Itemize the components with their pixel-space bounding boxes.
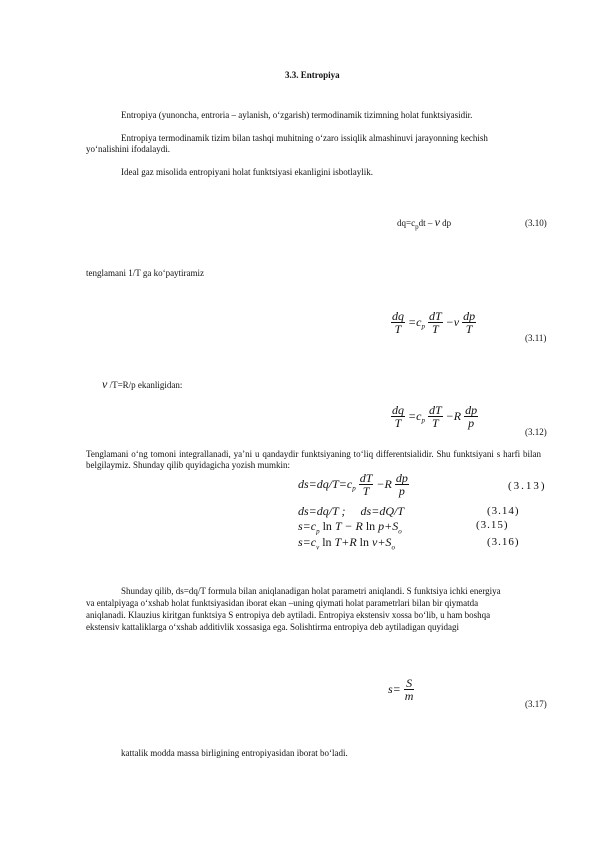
page-title: 3.3. Entropiya (285, 70, 340, 80)
fraction-S-m: $\frac{S}{m}$ (404, 676, 414, 703)
fraction-dp-p-2: $\frac{dp}{p}$ (395, 471, 408, 498)
paragraph-heat-exchange-line2: yo‘nalishini ifodalaydi. (86, 144, 170, 154)
equation-3-13: $ds=dq/T=c_p$ $\frac{dT}{T}$ −R $\frac{dp}{p}$ (298, 471, 408, 498)
fraction-dT-T: $\frac{dT}{T}$ (428, 309, 442, 336)
fraction-dp-T: $\frac{dp}{T}$ (463, 309, 476, 336)
equation-number-3-15: (3.15) (476, 519, 509, 531)
equation-number-3-12: (3.12) (525, 427, 547, 437)
paragraph-integration: Tenglamani o‘ng tomoni integrallanadi, ya’ni u qandaydir funktsiyaning to‘liq differentsialidir. Shu funktsiyani s harfi bilan belgilaymiz. Shunday qilib quyidagicha yozish mumkin: (86, 449, 541, 470)
equation-3-15: $s=c_p$ ln T − R $\ln p+S_o$ (298, 519, 402, 536)
fraction-dq-T: $\frac{dq}{T}$ (392, 309, 404, 336)
fraction-dT-T-3: $\frac{dT}{T}$ (359, 471, 373, 498)
paragraph-definition: Entropiya (yunoncha, entroria – aylanish, o‘zgarish) termodinamik tizimning holat funktsiyasidir. (121, 110, 473, 120)
equation-number-3-10: (3.10) (525, 218, 547, 228)
fraction-dT-T-2: $\frac{dT}{T}$ (428, 403, 442, 430)
paragraph-ideal-gas: Ideal gaz misolida entropiyani holat funktsiyasi ekanligini isbotlaylik. (121, 167, 373, 177)
paragraph-summary-line1: Shunday qilib, ds=dq/T formula bilan aniqlanadigan holat parametri aniqlandi. S funktsiya ichki energiya (121, 586, 501, 596)
paragraph-v-over-T: ν /T=R/p ekanligidan: (102, 377, 183, 391)
paragraph-multiply: tenglamani 1/T ga ko‘paytiramiz (86, 268, 205, 278)
equation-3-14: ds=dq/T ; ds=dQ/T (298, 504, 404, 518)
equation-number-3-16: (3.16) (487, 536, 520, 548)
paragraph-summary-line4: ekstensiv kattaliklarga o‘xshab additivlik xossasiga ega. Solishtirma entropiya deb aytiladigan quyidagi (86, 622, 460, 632)
fraction-dp-p: $\frac{dp}{p}$ (465, 403, 478, 430)
equation-number-3-13: (3.13) (508, 480, 547, 492)
equation-number-3-11: (3.11) (525, 333, 547, 343)
paragraph-heat-exchange-line1: Entropiya termodinamik tizim bilan tashqi muhitning o‘zaro issiqlik almashinuvi jarayonning kechish (121, 133, 488, 143)
equation-3-10: $dq=c_pdt - \nu$ dp (397, 215, 452, 231)
equation-number-3-17: (3.17) (525, 699, 547, 709)
equation-3-12: $\frac{dq}{T}$ $=c_p$ $\frac{dT}{T}$ −R $\frac{dp}{p}$ (392, 403, 478, 430)
fraction-dq-T-2: $\frac{dq}{T}$ (392, 403, 404, 430)
paragraph-summary-line2: va entalpiyaga o‘xshab holat funktsiyasidan iborat ekan –uning qiymati holat parametrlari bilan bir qiymatda (86, 598, 479, 608)
paragraph-summary-line3: aniqlanadi. Klauzius kiritgan funktsiya S entropiya deb aytiladi. Entropiya ekstensiv xossa bo‘lib, u ham boshqa (86, 610, 491, 620)
equation-3-16: $s=c_v$ ln T+R $\ln v+S_o$ (298, 535, 395, 552)
paragraph-specific-entropy: kattalik modda massa birligining entropiyasidan iborat bo‘ladi. (121, 748, 348, 758)
equation-3-11: $\frac{dq}{T}$ $=c_p$ $\frac{dT}{T}$ −v $\frac{dp}{T}$ (392, 309, 476, 336)
equation-3-17: s= $\frac{S}{m}$ (388, 676, 414, 703)
equation-number-3-14: (3.14) (487, 505, 520, 517)
